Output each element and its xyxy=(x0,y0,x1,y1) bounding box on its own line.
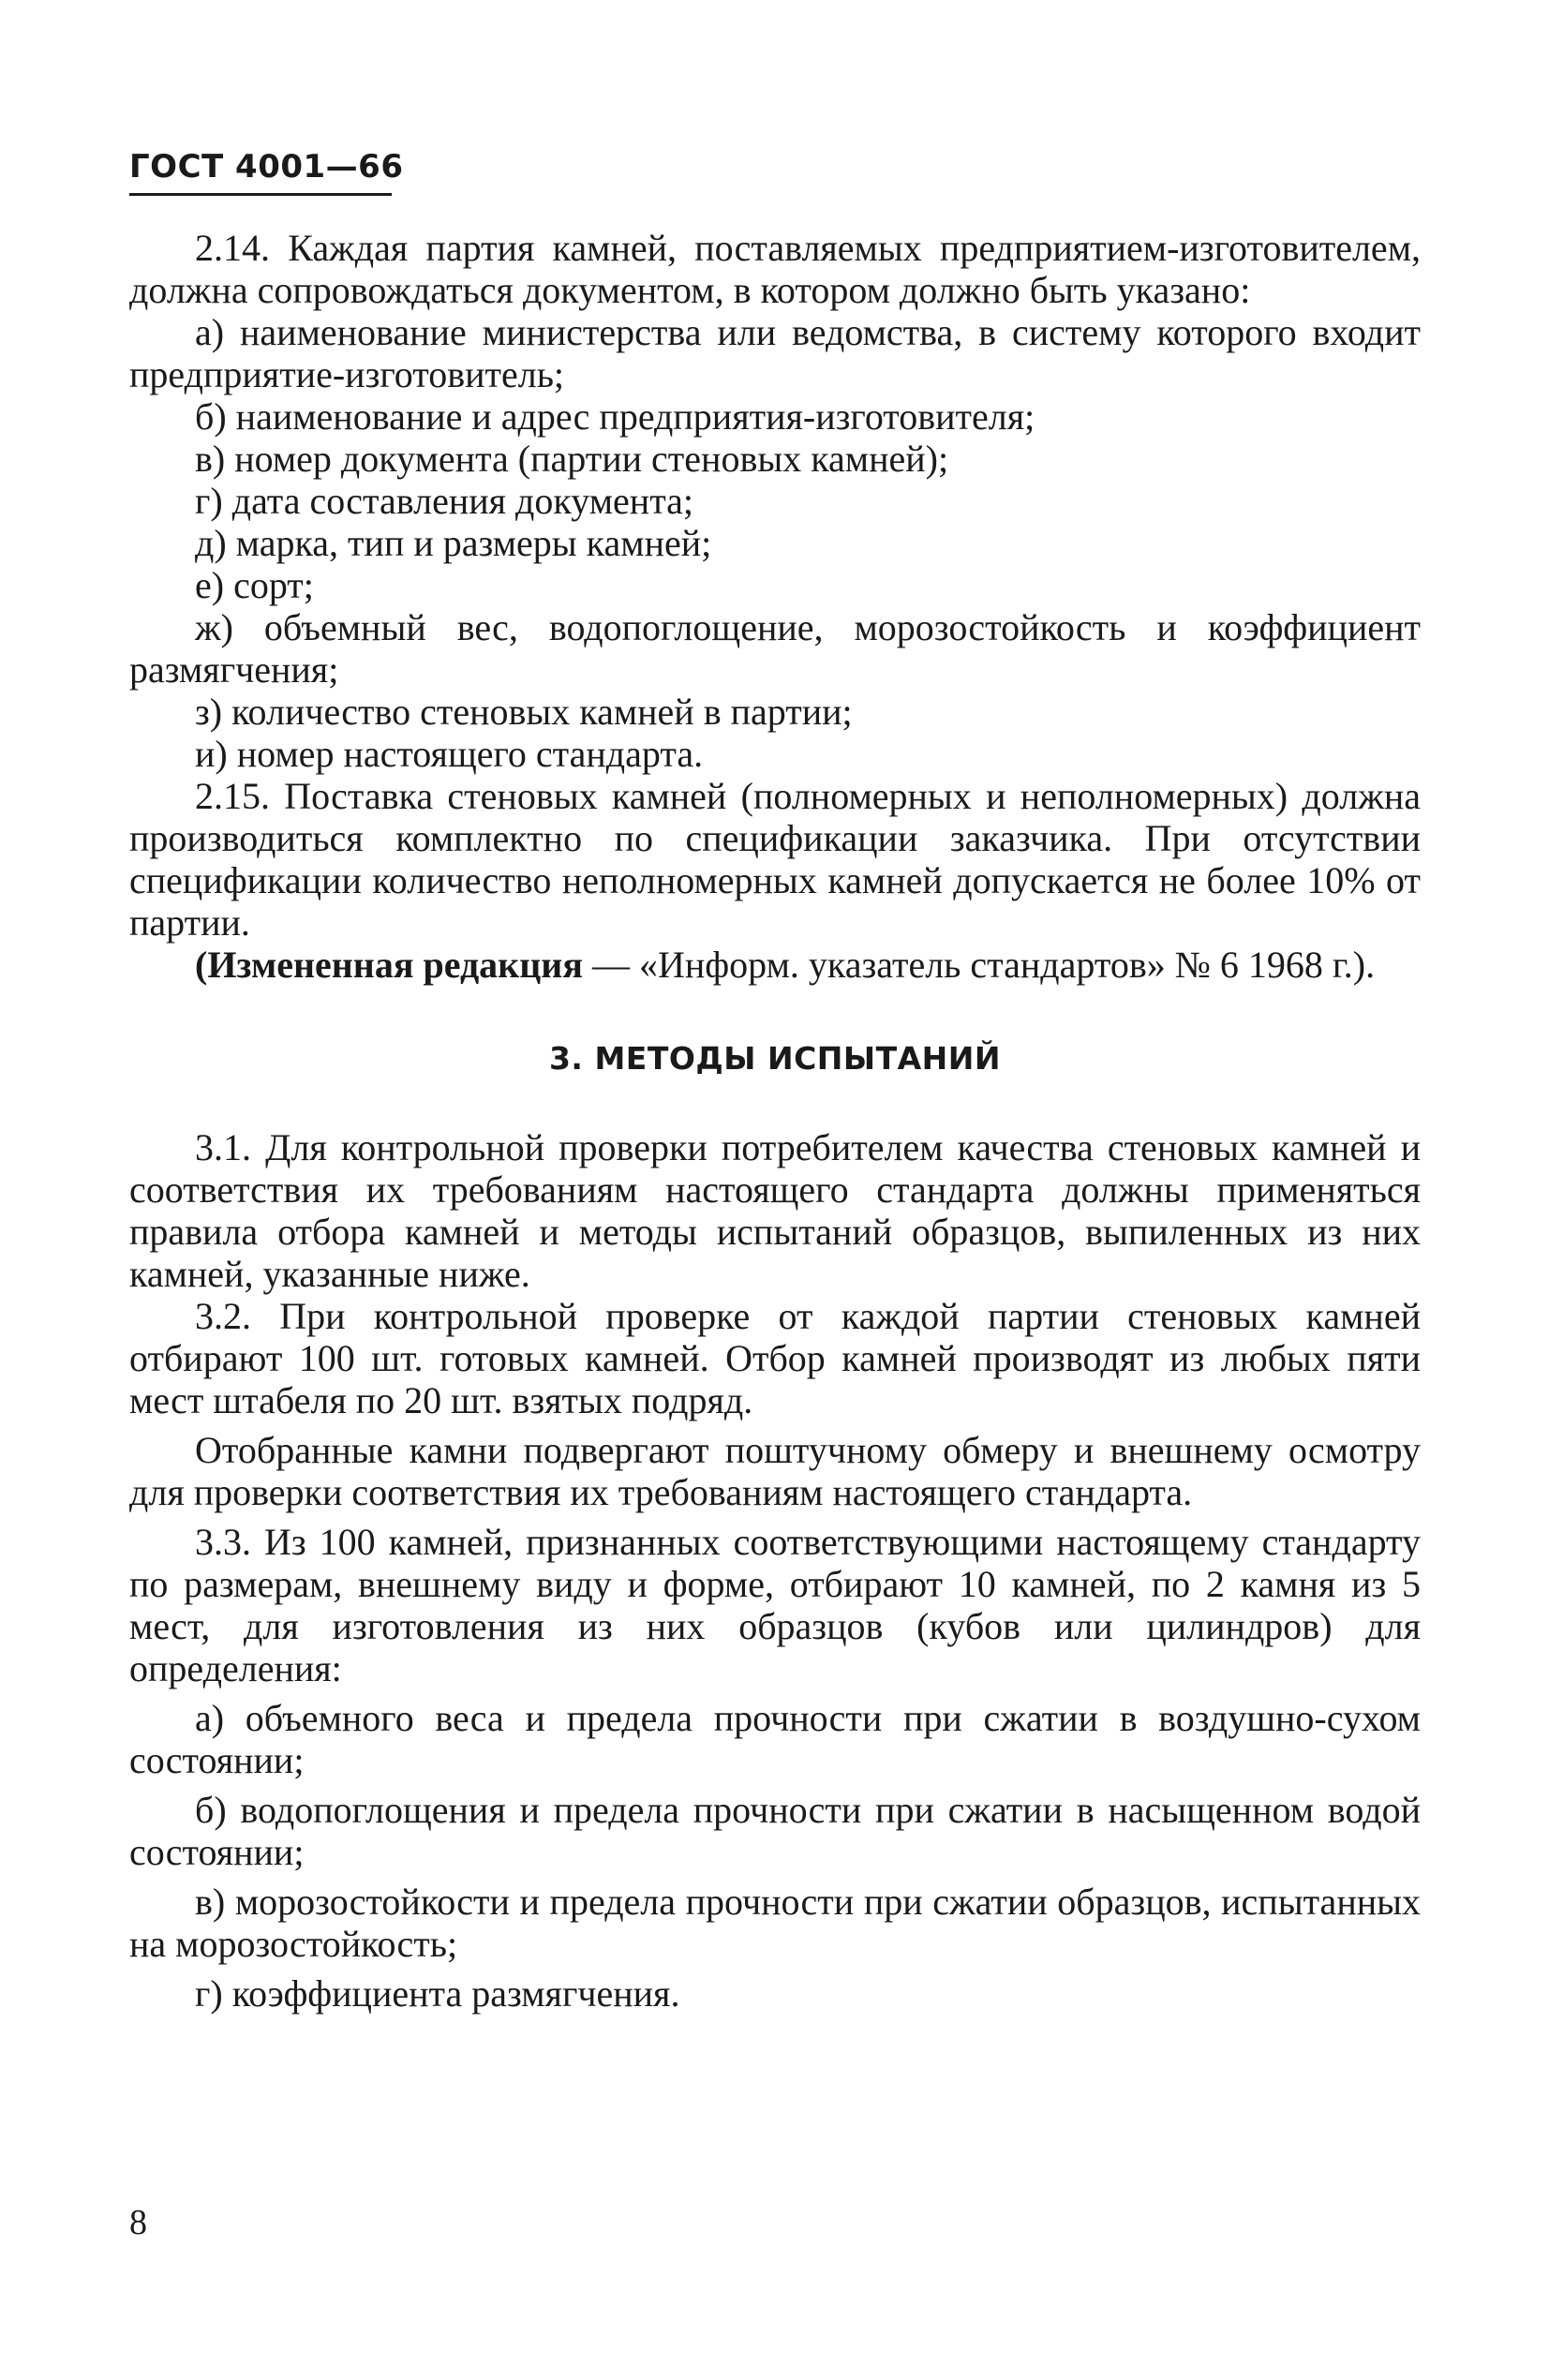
list-item: д) марка, тип и размеры камней; xyxy=(195,522,712,564)
document-header: ГОСТ 4001—66 xyxy=(129,148,404,186)
paragraph-3-3: 3.3. Из 100 камней, признанных соответствующими настоящему стандарту по размерам, внешнему виду и форме, отбирают 10 камней, по 2 камня из 5 мест, для изготовления из них образцов (кубов или цилиндров) для определения: xyxy=(129,1521,1421,1689)
paragraph-2-15: 2.15. Поставка стеновых камней (полномерных и неполномерных) должна производиться комплектно по спецификации заказчика. При отсутствии спецификации количество неполномерных камней допускается не более 10% от партии. xyxy=(129,775,1421,944)
list-item: ж) объемный вес, водопоглощение, морозостойкость и коэффициент размягчения; xyxy=(129,606,1421,691)
list-item: з) количество стеновых камней в партии; xyxy=(195,691,853,733)
list-item: б) водопоглощения и предела прочности при сжатии в насыщенном водой состоянии; xyxy=(129,1789,1421,1873)
list-item: в) морозостойкости и предела прочности при сжатии образцов, испытанных на морозостойкость; xyxy=(129,1881,1421,1965)
list-item: а) объемного веса и предела прочности при сжатии в воздушно-сухом состоянии; xyxy=(129,1697,1421,1781)
page-number: 8 xyxy=(129,2203,147,2242)
list-item: и) номер настоящего стандарта. xyxy=(195,733,704,775)
paragraph-2-14: 2.14. Каждая партия камней, поставляемых предприятием-изготовителем, должна сопровождаться документом, в котором должно быть указано: xyxy=(129,227,1421,311)
section-heading: 3. МЕТОДЫ ИСПЫТАНИЙ xyxy=(548,1040,1002,1077)
header-rule xyxy=(129,193,392,196)
amendment-note xyxy=(129,944,1421,986)
list-item: а) наименование министерства или ведомства, в систему которого входит предприятие-изготовитель; xyxy=(129,311,1421,395)
page-content xyxy=(129,227,1421,2015)
list-item: б) наименование и адрес предприятия-изготовителя; xyxy=(195,395,1035,438)
paragraph-3-2: 3.2. При контрольной проверке от каждой партии стеновых камней отбирают 100 шт. готовых камней. Отбор камней производят из любых пяти мест штабеля по 20 шт. взятых подряд. xyxy=(129,1295,1421,1421)
list-item: е) сорт; xyxy=(195,564,314,606)
list-item: г) коэффициента размягчения. xyxy=(195,1972,680,2015)
paragraph-3-1: 3.1. Для контрольной проверки потребителем качества стеновых камней и соответствия их требованиям настоящего стандарта должны применяться правила отбора камней и методы испытаний образцов, выпиленных из них камней, указанные ниже. xyxy=(129,1126,1421,1295)
list-item: в) номер документа (партии стеновых камней); xyxy=(195,438,949,480)
amendment-source: — «Информ. указатель стандартов» № 6 1968 г.). xyxy=(582,944,1376,986)
list-item: г) дата составления документа; xyxy=(195,480,694,522)
amendment-label: (Измененная редакция xyxy=(195,944,583,986)
paragraph-3-2-continued: Отобранные камни подвергают поштучному обмеру и внешнему осмотру для проверки соответствия их требованиям настоящего стандарта. xyxy=(129,1429,1421,1513)
